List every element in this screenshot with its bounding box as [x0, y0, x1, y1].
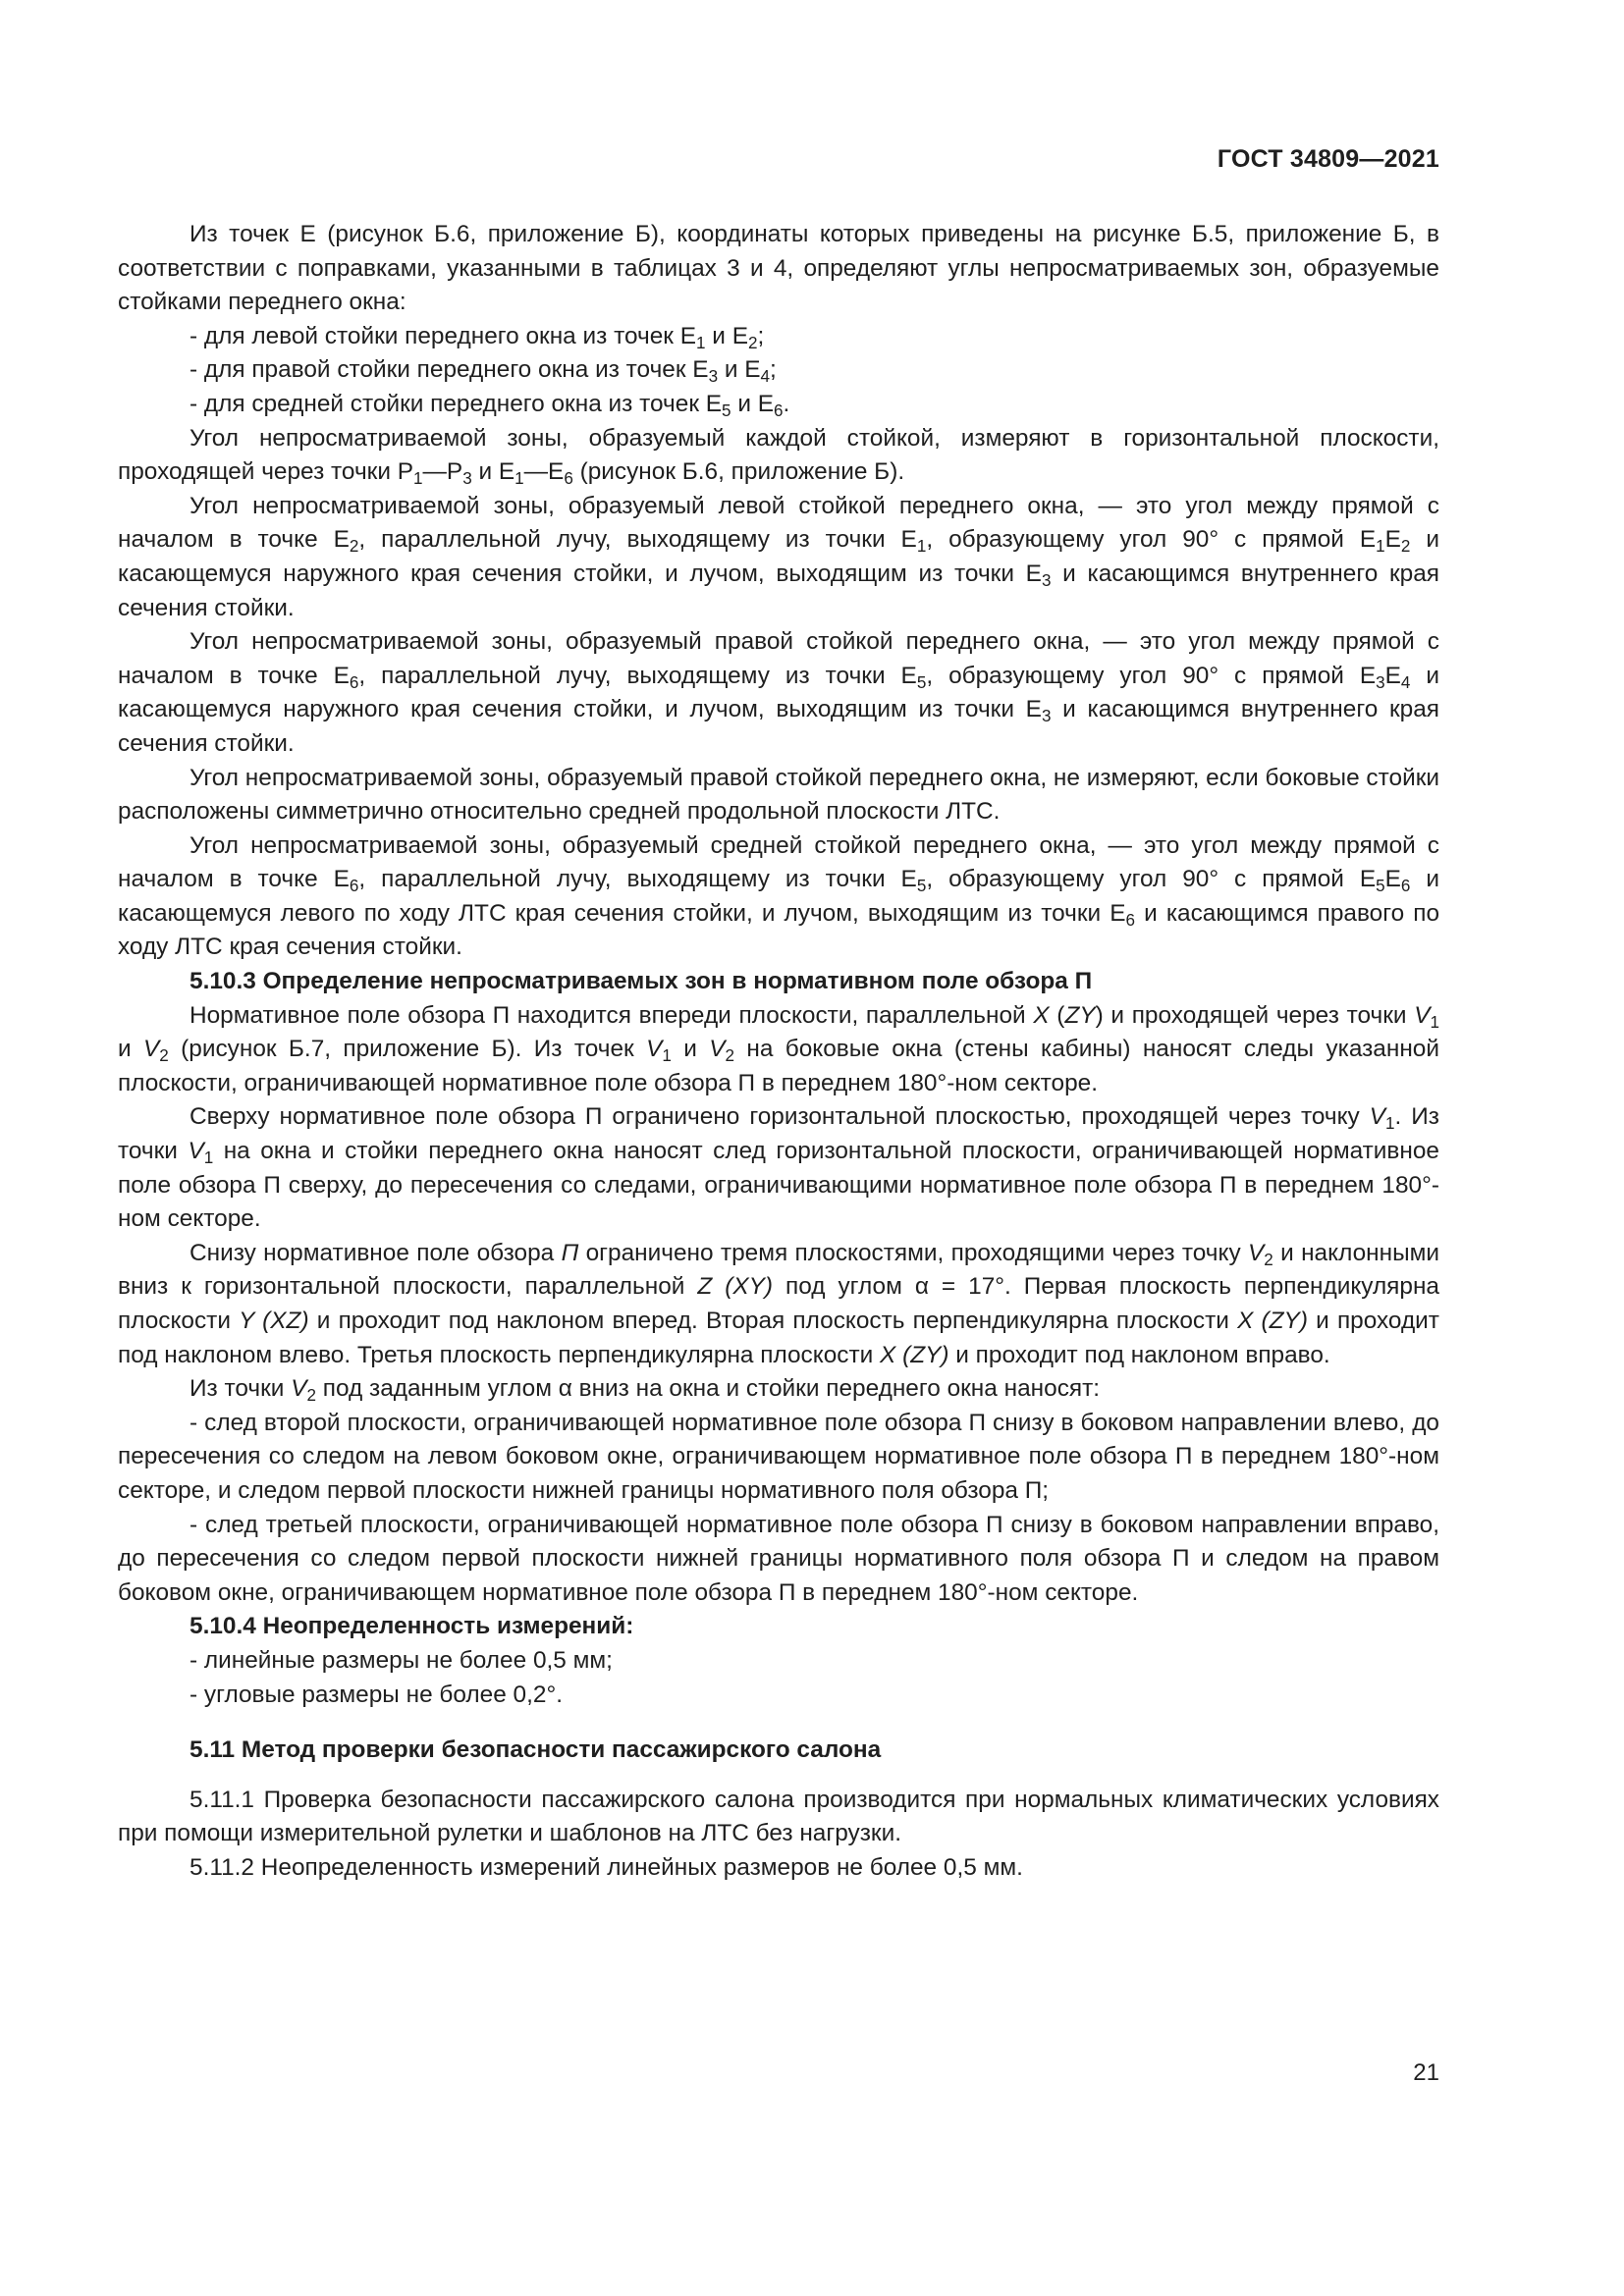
section-heading: 5.10.4 Неопределенность измерений: — [189, 1613, 634, 1640]
section-heading: 5.11 Метод проверки безопасности пассажирского салона — [189, 1736, 882, 1764]
paragraph: 5.11.2 Неопределенность измерений линейных размеров не более 0,5 мм. — [189, 1853, 1023, 1881]
paragraph: - угловые размеры не более 0,2°. — [189, 1681, 563, 1708]
section-heading: 5.10.3 Определение непросматриваемых зон в нормативном поле обзора П — [189, 968, 1093, 995]
paragraph: Из точки $V_2$ под заданным углом α вниз на окна и стойки переднего окна наносят: — [189, 1375, 1101, 1406]
paragraph: - линейные размеры не более 0,5 мм; — [189, 1646, 613, 1674]
paragraph: Угол непросматриваемой зоны, образуемый левой стойкой переднего окна, — это угол между прямой с началом в точке $Е_2$, параллельной лучу, выходящему из точки $Е_1$, образующему угол 90° с прямой $Е_1Е_2$ и касающемуся наружного края сечения стойки, и лучом, выходящим из точки $Е_3$ и касающимся внутреннего края сечения стойки. — [118, 492, 1439, 621]
paragraph: Угол непросматриваемой зоны, образуемый средней стойкой переднего окна, — это угол между прямой с началом в точке $Е_6$, параллельной лучу, выходящему из точки $Е_5$, образующему угол 90° с прямой $Е_5Е_6$ и касающемуся левого по ходу ЛТС края сечения стойки, и лучом, выходящим из точки $Е_6$ и касающимся правого по ходу ЛТС края сечения стойки. — [118, 831, 1440, 961]
paragraph: Угол непросматриваемой зоны, образуемый каждой стойкой, измеряют в горизонтальной плоскости, проходящей через точки $Р_1—Р_3$ и $Е_1—Е_6$ (рисунок Б.6, приложение Б). — [118, 424, 1439, 489]
paragraph: 5.11.1 Проверка безопасности пассажирского салона производится при нормальных климатических условиях при помощи измерительной рулетки и шаблонов на ЛТС без нагрузки. — [118, 1786, 1439, 1847]
paragraph: Угол непросматриваемой зоны, образуемый правой стойкой переднего окна, не измеряют, если боковые стойки расположены симметрично относительно средней продольной плоскости ЛТС. — [118, 764, 1439, 826]
document-body — [118, 218, 1439, 1886]
document-header: ГОСТ 34809—2021 — [1217, 145, 1439, 173]
page-number: 21 — [1413, 2059, 1439, 2086]
paragraph: Нормативное поле обзора П находится впереди плоскости, параллельной X (ZY) и проходящей через точки $V_1$ и $V_2$ (рисунок Б.7, приложение Б). Из точек $V_1$ и $V_2$ на боковые окна (стены кабины) наносят следы указанной плоскости, ограничивающей нормативное поле обзора П в переднем 180°-ном секторе. — [118, 1001, 1439, 1096]
paragraph: - для левой стойки переднего окна из точек $Е_1$ и $Е_2$; — [189, 322, 765, 352]
paragraph: - для средней стойки переднего окна из точек $Е_5$ и $Е_6$. — [189, 390, 790, 421]
paragraph: Снизу нормативное поле обзора П ограничено тремя плоскостями, проходящими через точку $V_2$ и наклонными вниз к горизонтальной плоскости, параллельной Z (XY) под углом α = 17°. Первая плоскость перпендикулярна плоскости Y (XZ) и проходит под наклоном вперед. Вторая плоскость перпендикулярна плоскости X (ZY) и проходит под наклоном влево. Третья плоскость перпендикулярна плоскости X (ZY) и проходит под наклоном вправо. — [118, 1239, 1439, 1368]
paragraph: - след третьей плоскости, ограничивающей нормативное поле обзора П снизу в боковом направлении вправо, до пересечения со следом первой плоскости нижней границы нормативного поля обзора П и следом на правом боковом окне, ограничивающем нормативное поле обзора П в переднем 180°-ном секторе. — [118, 1511, 1439, 1606]
paragraph: Сверху нормативное поле обзора П ограничено горизонтальной плоскостью, проходящей через точку $V_1$. Из точки $V_1$ на окна и стойки переднего окна наносят след горизонтальной плоскости, ограничивающей нормативное поле обзора П сверху, до пересечения со следами, ограничивающими нормативное поле обзора П в переднем 180°-ном секторе. — [118, 1103, 1439, 1233]
paragraph: Из точек Е (рисунок Б.6, приложение Б), координаты которых приведены на рисунке Б.5, приложение Б, в соответствии с поправками, указанными в таблицах 3 и 4, определяют углы непросматриваемых зон, образуемые стойками переднего окна: — [118, 221, 1439, 316]
paragraph: - след второй плоскости, ограничивающей нормативное поле обзора П снизу в боковом направлении влево, до пересечения со следом на левом боковом окне, ограничивающем нормативное поле обзора П в переднем 180°-ном секторе, и следом первой плоскости нижней границы нормативного поля обзора П; — [118, 1409, 1439, 1504]
paragraph: - для правой стойки переднего окна из точек $Е_3$ и $Е_4$; — [189, 356, 777, 387]
paragraph: Угол непросматриваемой зоны, образуемый правой стойкой переднего окна, — это угол между прямой с началом в точке $Е_6$, параллельной лучу, выходящему из точки $Е_5$, образующему угол 90° с прямой $Е_3Е_4$ и касающемуся наружного края сечения стойки, и лучом, выходящим из точки $Е_3$ и касающимся внутреннего края сечения стойки. — [118, 628, 1439, 757]
